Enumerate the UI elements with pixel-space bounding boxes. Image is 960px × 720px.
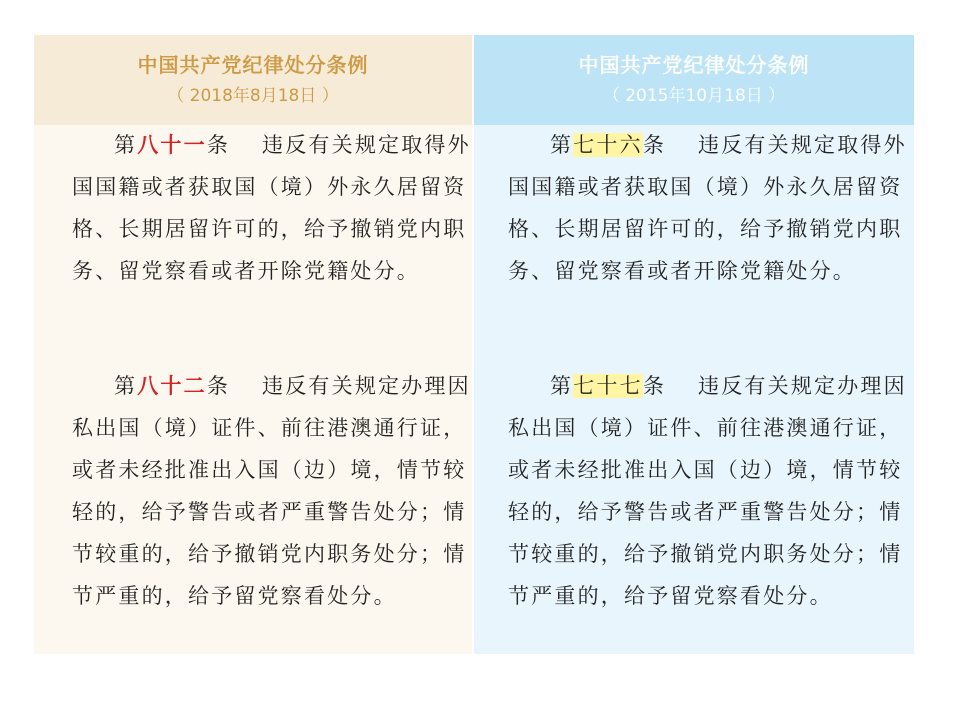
article-paragraph	[508, 124, 914, 292]
regulation-title: 中国共产党纪律处分条例	[137, 53, 369, 77]
article-prefix: 第	[550, 133, 574, 157]
article-suffix: 条	[206, 374, 231, 398]
article-suffix: 条	[206, 133, 231, 157]
column-header-2015	[474, 35, 914, 125]
article-text: 违反有关规定办理因私出国（境）证件、前往港澳通行证，或者未经批准出入国（边）境，情节较轻的，给予警告或者严重警告处分；情节较重的，给予撤销党内职务处分；情节严重的，给予留党察看处分。	[508, 374, 907, 608]
column-2018	[34, 35, 472, 654]
article-number: 八十一	[137, 133, 207, 157]
column-header-2018	[34, 35, 472, 125]
regulation-date: （ 2018年8月18日 ）	[167, 86, 339, 106]
column-2015	[474, 35, 914, 654]
article-paragraph	[72, 365, 476, 617]
article-text: 违反有关规定取得外国国籍或者获取国（境）外永久居留资格、长期居留许可的，给予撤销党内职务、留党察看或者开除党籍处分。	[72, 133, 471, 283]
article-number: 八十二	[137, 374, 207, 398]
regulation-title: 中国共产党纪律处分条例	[578, 53, 810, 77]
article-text: 违反有关规定办理因私出国（境）证件、前往港澳通行证，或者未经批准出入国（边）境，情节较轻的，给予警告或者严重警告处分；情节较重的，给予撤销党内职务处分；情节严重的，给予留党察看处分。	[72, 374, 471, 608]
article-prefix: 第	[550, 374, 574, 398]
article-number: 七十七	[573, 374, 643, 398]
article-suffix: 条	[642, 133, 667, 157]
article-prefix: 第	[114, 133, 138, 157]
article-number: 七十六	[573, 133, 643, 157]
article-suffix: 条	[642, 374, 667, 398]
article-prefix: 第	[114, 374, 138, 398]
article-paragraph	[508, 365, 914, 617]
article-text: 违反有关规定取得外国国籍或者获取国（境）外永久居留资格、长期居留许可的，给予撤销党内职务、留党察看或者开除党籍处分。	[508, 133, 907, 283]
article-paragraph	[72, 124, 476, 292]
regulation-date: （ 2015年10月18日 ）	[602, 86, 786, 106]
